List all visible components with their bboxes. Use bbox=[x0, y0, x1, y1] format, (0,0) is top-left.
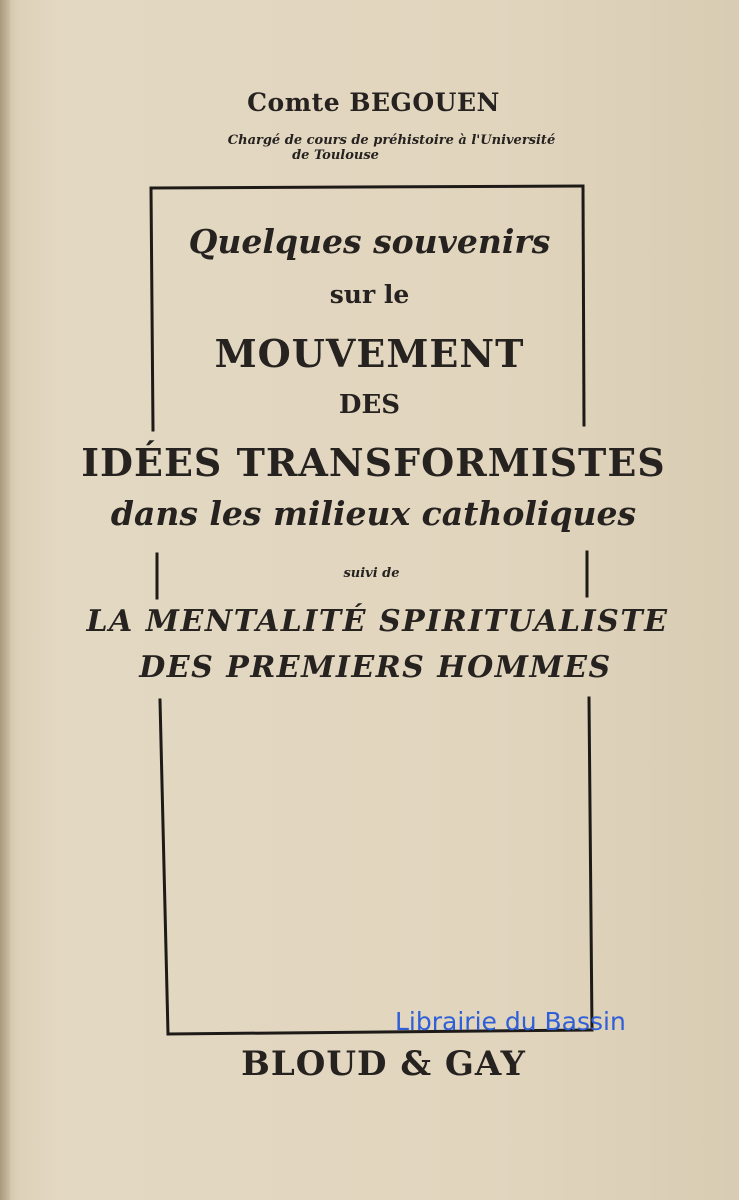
author-affiliation-line2: de Toulouse bbox=[292, 148, 379, 163]
title-line-2: sur le bbox=[329, 280, 410, 309]
frame-right-lower bbox=[589, 698, 592, 1030]
title-line-3: MOUVEMENT bbox=[214, 331, 525, 376]
title-line-5: IDÉES TRANSFORMISTES bbox=[81, 440, 666, 485]
title-line-6: dans les milieux catholiques bbox=[110, 494, 637, 533]
title-line-4: DES bbox=[338, 390, 401, 420]
publisher-name: BLOUD & GAY bbox=[241, 1044, 526, 1084]
title-line-1: Quelques souvenirs bbox=[188, 222, 551, 261]
subtitle-line-2: DES PREMIERS HOMMES bbox=[139, 650, 612, 685]
frame-top-line bbox=[151, 186, 583, 188]
frame-left-lower bbox=[160, 700, 168, 1034]
subtitle-line-1: LA MENTALITÉ SPIRITUALISTE bbox=[86, 604, 669, 639]
author-affiliation-line1: Chargé de cours de préhistoire à l'Université bbox=[227, 133, 556, 148]
bookseller-watermark: Librairie du Bassin bbox=[395, 1007, 626, 1036]
author-name: Comte BEGOUEN bbox=[247, 88, 500, 117]
title-connector: suivi de bbox=[343, 566, 400, 581]
